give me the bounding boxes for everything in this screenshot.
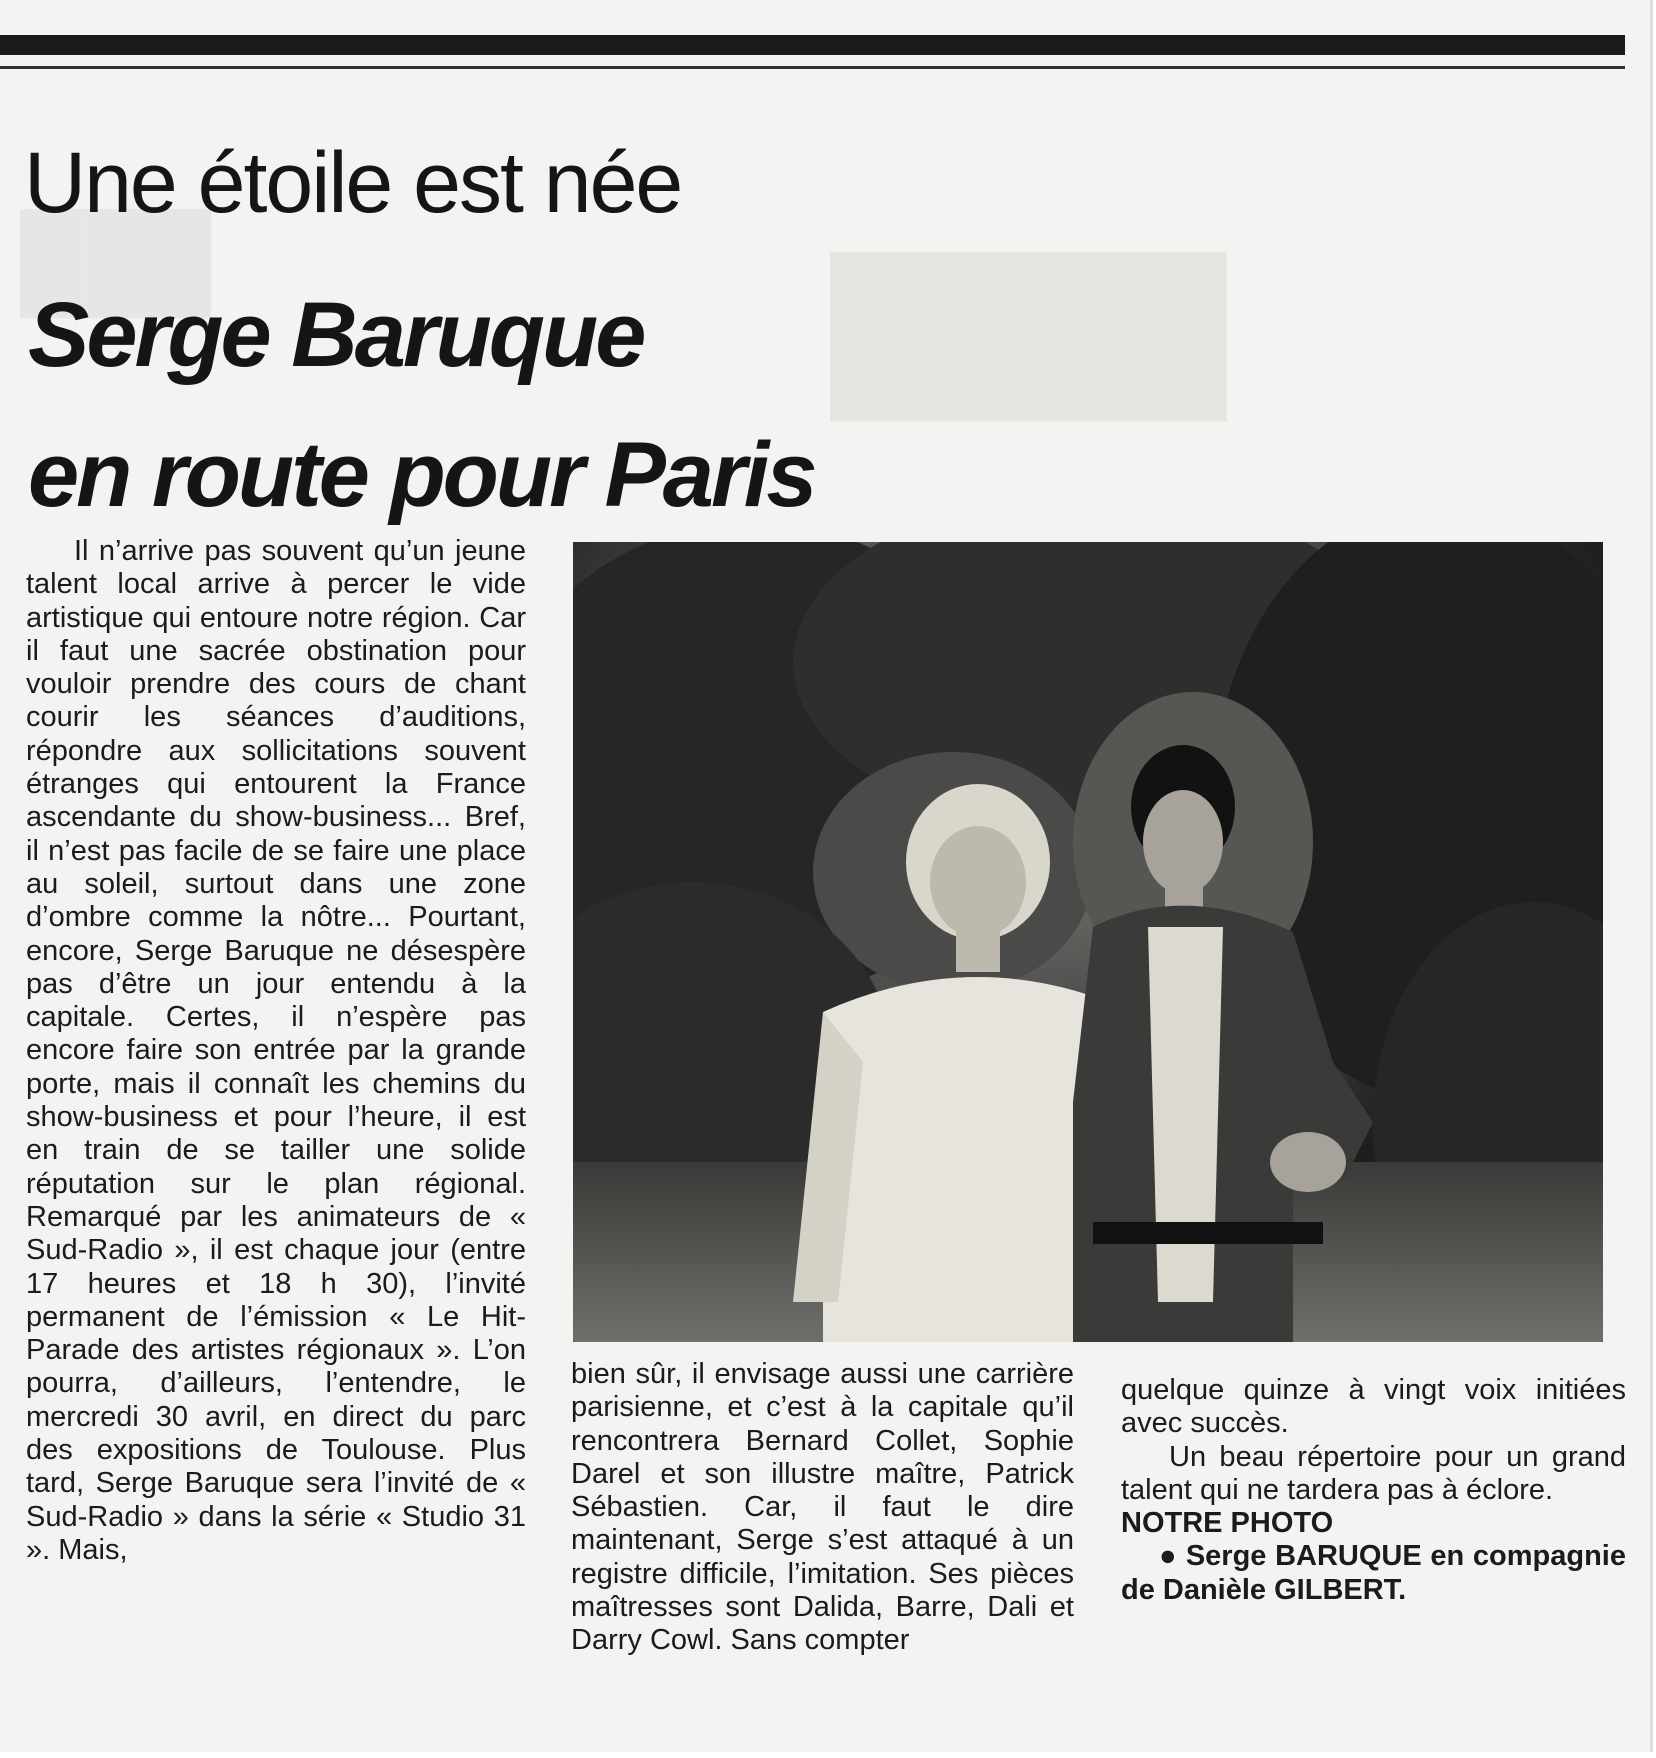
headline-line-1: Serge Baruque [28,284,644,386]
article-column-2 [571,1358,1074,1658]
photo-caption [1121,1540,1626,1607]
show-through-ghost-2: ███ [20,211,212,311]
top-rule-thin [0,66,1625,69]
body-paragraph: Il n’arrive pas souvent qu’un jeune talent local arrive à percer le vide artistique qui entoure notre région. Car il faut une sacrée obstination pour vouloir prendre des cours de chant courir les séances d’auditions, répondre aux sollicitations souvent étranges qui entourent la France ascendante du show-business... Bref, il n’est pas facile de se faire une place au soleil, surtout dans une zone d’ombre comme la nôtre... Pourtant, encore, Serge Baruque ne désespère pas d’être un jour entendu à la capitale. Certes, il n’espère pas encore faire son entrée par la grande porte, mais il connaît les chemins du show-business et pour l’heure, il est en train de se tailler une solide réputation sur le plan régional. Remarqué par les animateurs de « Sud-Radio », il est chaque jour (entre 17 heures et 18 h 30), l’invité permanent de l’émission « Le Hit-Parade des artistes régionaux ». L’on pourra, d’ailleurs, l’entendre, le mercredi 30 avril, en direct du parc des expositions de Toulouse. Plus tard, Serge Baruque sera l’invité de « Sud-Radio » dans la série « Studio 31 ». Mais, [26,535,526,1566]
article-photo [573,542,1603,1342]
photo-image [573,542,1603,1342]
article-column-1 [26,535,526,1567]
photo-caption-text: Serge BARUQUE en compagnie de Danièle GILBERT. [1121,1540,1626,1606]
photo-caption-label: NOTRE PHOTO [1121,1507,1334,1540]
top-rule [0,35,1625,55]
body-paragraph: quelque quinze à vingt voix initiées avec succès. [1121,1374,1626,1440]
headline-line-2: en route pour Paris [28,424,815,526]
article-headline [28,265,815,545]
bullet-icon: ● [1159,1540,1178,1573]
article-column-3 [1121,1374,1626,1607]
show-through-ghost-1: ████ [830,252,1227,409]
body-paragraph: bien sûr, il envisage aussi une carrière parisienne, et c’est à la capitale qu’il rencontrera Bernard Collet, Sophie Darel et son illustre maître, Patrick Sébastien. Car, il faut le dire maintenant, Serge s’est attaqué à un registre difficile, l’imitation. Ses pièces maîtresses sont Dalida, Barre, Dali et Darry Cowl. Sans compter [571,1358,1074,1657]
body-paragraph: Un beau répertoire pour un grand talent qui ne tardera pas à éclore. [1121,1440,1626,1506]
article-kicker: Une étoile est née [24,135,682,231]
